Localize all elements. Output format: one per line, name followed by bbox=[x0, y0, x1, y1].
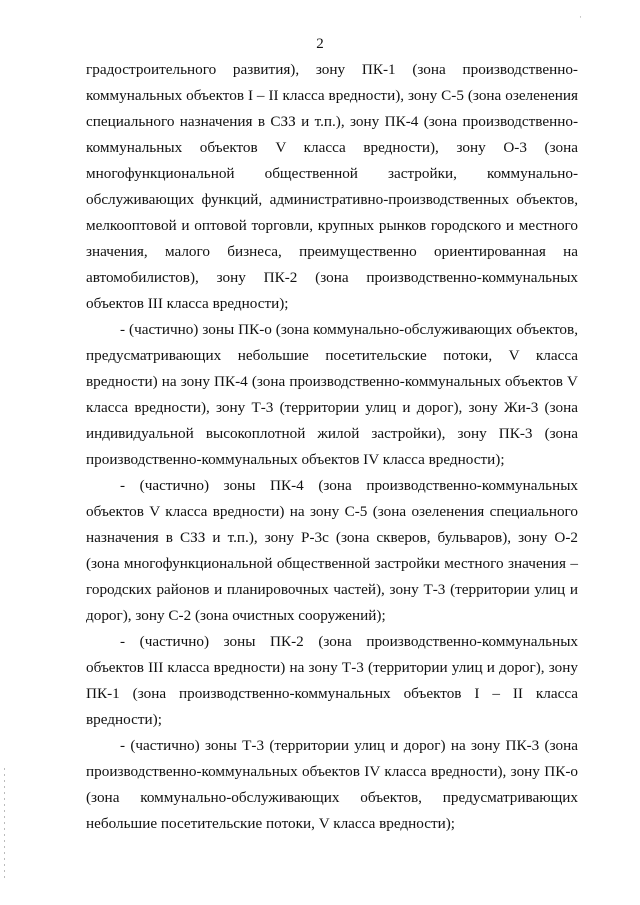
paragraph-list-item-pk-4: - (частично) зоны ПК-4 (зона производственно-коммунальных объектов V класса вредности) на зону С-5 (зона озеленения специального назначения в СЗЗ и т.п.), зону Р-3с (зона скверов, бульваров), зону О-2 (зона многофункциональной общественной застройки местного значения – городских районов и планировочных частей), зону Т-3 (территории улиц и дорог), зону С-2 (зона очистных сооружений); bbox=[86, 477, 578, 624]
corner-mark: · bbox=[579, 12, 582, 22]
paragraph-list-item-pk-2: - (частично) зоны ПК-2 (зона производственно-коммунальных объектов III класса вредности) на зону Т-3 (территории улиц и дорог), зону ПК-1 (зона производственно-коммунальных объектов I – II класса вредности); bbox=[86, 633, 578, 728]
document-body bbox=[86, 57, 578, 837]
page-number: 2 bbox=[316, 36, 324, 52]
scan-edge-mark bbox=[4, 768, 5, 878]
paragraph-list-item-t-3: - (частично) зоны Т-3 (территории улиц и дорог) на зону ПК-3 (зона производственно-коммунальных объектов IV класса вредности), зону ПК-о (зона коммунально-обслуживающих объектов, предусматривающих небольшие посетительские потоки, V класса вредности); bbox=[86, 737, 578, 832]
paragraph-list-item-pk-o: - (частично) зоны ПК-о (зона коммунально-обслуживающих объектов, предусматривающих небольшие посетительские потоки, V класса вредности) на зону ПК-4 (зона производственно-коммунальных объектов V класса вредности), зону Т-3 (территории улиц и дорог), зону Жи-3 (зона индивидуальной высокоплотной жилой застройки), зону ПК-3 (зона производственно-коммунальных объектов IV класса вредности); bbox=[86, 321, 578, 468]
paragraph-continuation: градостроительного развития), зону ПК-1 (зона производственно-коммунальных объектов I – II класса вредности), зону С-5 (зона озеленения специального назначения в СЗЗ и т.п.), зону ПК-4 (зона производственно-коммунальных объектов V класса вредности), зону О-3 (зона многофункциональной общественной застройки, коммунально-обслуживающих функций, административно-производственных объектов, мелкооптовой и оптовой торговли, крупных рынков городского и местного значения, малого бизнеса, преимущественно ориентированная на автомобилистов), зону ПК-2 (зона производственно-коммунальных объектов III класса вредности); bbox=[86, 61, 578, 312]
